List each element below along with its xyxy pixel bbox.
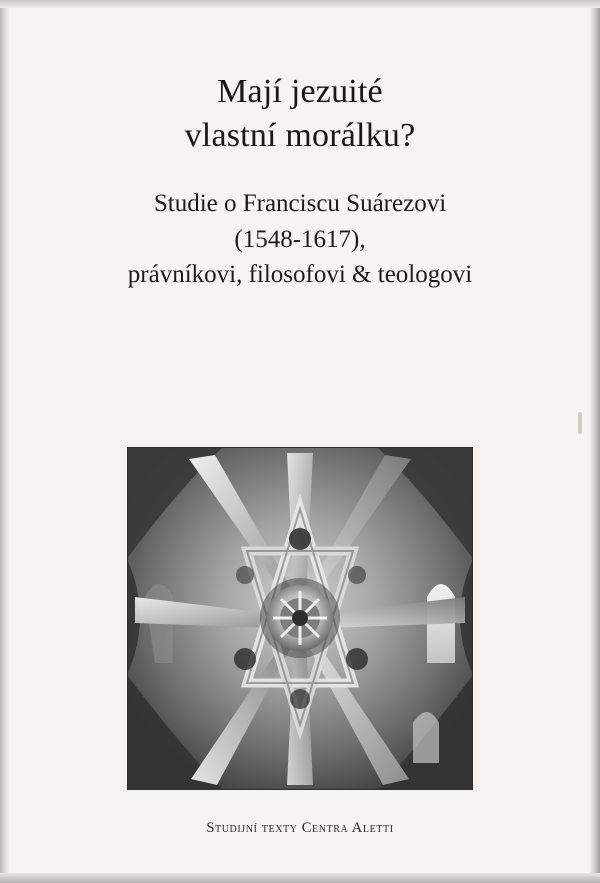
- cover-photograph: [127, 447, 473, 790]
- imprint-line: Studijní texty Centra Aletti: [206, 820, 394, 836]
- title-line-2: vlastní morálku?: [184, 116, 416, 154]
- page-title: [0, 70, 600, 157]
- footer: [0, 820, 600, 837]
- subtitle-line-3: právníkovi, filosofovi & teologovi: [127, 261, 473, 288]
- subtitle-line-1: Studie o Franciscu Suárezovi: [153, 190, 447, 217]
- spine-mark: [578, 412, 582, 434]
- subtitle-line-2: (1548-1617),: [234, 225, 366, 253]
- title-line-1: Mají jezuité: [217, 73, 383, 110]
- page-edge-top: [0, 0, 600, 8]
- subtitle-block: [0, 186, 600, 293]
- vaulted-ceiling-illustration: [127, 447, 473, 790]
- page-edge-bottom: [0, 873, 600, 883]
- title-block: [0, 70, 600, 157]
- page-subtitle: [0, 186, 600, 293]
